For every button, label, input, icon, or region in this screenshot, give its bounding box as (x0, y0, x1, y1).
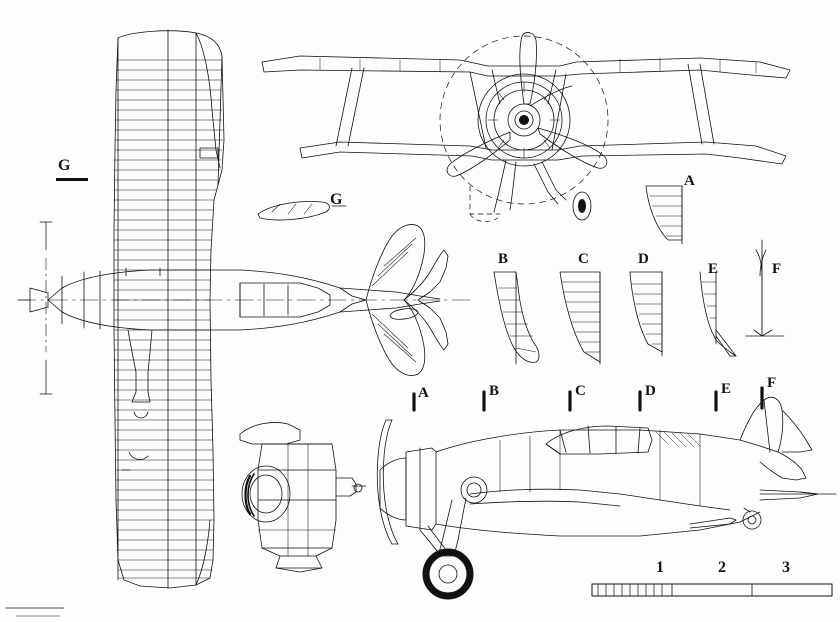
side-view-group (377, 397, 836, 596)
scale-tick-2: 2 (718, 559, 726, 576)
front-fuselage-view-group (240, 422, 366, 572)
station-tick-group (414, 385, 762, 410)
section-label-e: E (708, 261, 719, 277)
section-label-d: D (638, 251, 649, 267)
section-label-a: A (684, 173, 695, 189)
label-g-plan-underline (56, 178, 88, 181)
label-g-detail: G (330, 191, 343, 208)
station-label-e: E (721, 381, 732, 397)
section-label-b: B (498, 251, 509, 267)
scale-tick-1: 1 (656, 559, 664, 576)
scale-bar-group (592, 584, 832, 596)
section-label-c: C (578, 251, 589, 267)
scale-tick-3: 3 (782, 559, 790, 576)
label-g-plan: G (58, 157, 71, 174)
cross-sections-group (494, 186, 784, 364)
station-label-d: D (645, 383, 656, 399)
station-label-a: A (418, 385, 429, 401)
station-label-f: F (767, 375, 777, 391)
station-label-b: B (489, 383, 500, 399)
station-label-c: C (575, 383, 586, 399)
section-label-f: F (772, 261, 782, 277)
